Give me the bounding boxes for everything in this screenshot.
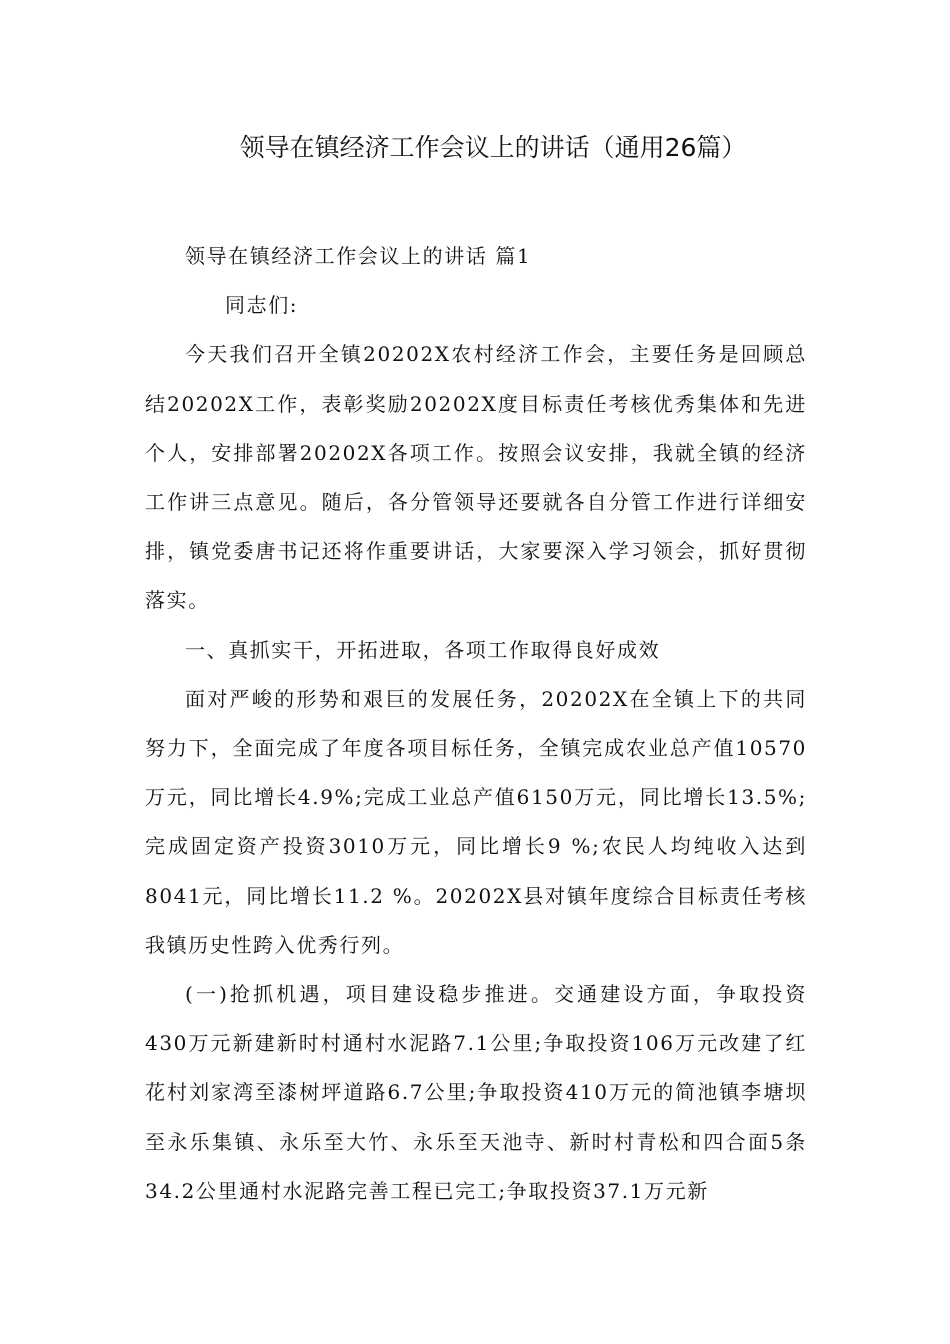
salutation: 同志们: [225, 293, 299, 318]
section-heading: 领导在镇经济工作会议上的讲话 篇1 [185, 244, 532, 268]
paragraph-projects: (一)抢抓机遇，项目建设稳步推进。交通建设方面，争取投资430万元新建新时村通村水泥路7.1公里;争取投资106万元改建了红花村刘家湾至漆树坪道路6.7公里;争取投资410万元的简池镇李塘坝至永乐集镇、永乐至大竹、永乐至天池寺、新时村青松和四合面5条34.2公里通村水泥路完善工程已完工;争取投资37.1万元新 [145, 982, 807, 1203]
document-title: 领导在镇经济工作会议上的讲话（通用26篇） [239, 133, 747, 162]
paragraph-heading-one: 一、真抓实干，开拓进取，各项工作取得良好成效 [185, 637, 661, 662]
document-body [145, 232, 807, 1216]
paragraph-results: 面对严峻的形势和艰巨的发展任务，20202X在全镇上下的共同努力下，全面完成了年度各项目标任务，全镇完成农业总产值10570万元，同比增长4.9%;完成工业总产值6150万元，同比增长13.5%;完成固定资产投资3010万元，同比增长9 %;农民人均纯收入达到8041元，同比增长11.2 %。20202X县对镇年度综合目标责任考核我镇历史性跨入优秀行列。 [145, 686, 807, 957]
paragraph-intro: 今天我们召开全镇20202X农村经济工作会，主要任务是回顾总结20202X工作，表彰奖励20202X度目标责任考核优秀集体和先进个人，安排部署20202X各项工作。按照会议安排，我就全镇的经济工作讲三点意见。随后，各分管领导还要就各自分管工作进行详细安排，镇党委唐书记还将作重要讲话，大家要深入学习领会，抓好贯彻落实。 [145, 342, 807, 613]
